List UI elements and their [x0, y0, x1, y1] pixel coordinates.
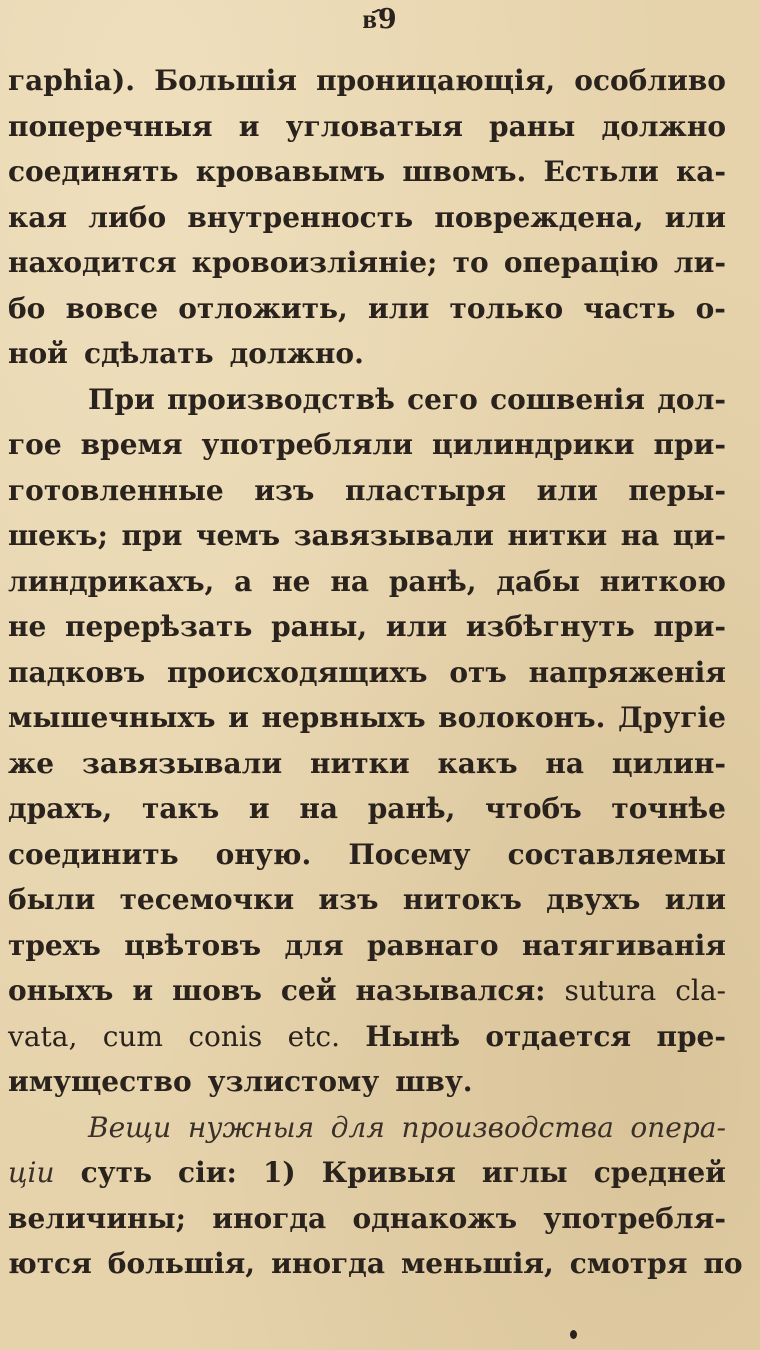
text-line: находится кровоизлiянiе; то операцiю ли-	[8, 246, 726, 279]
text-line: бо вовсе отложить, или только часть о-	[8, 291, 726, 325]
paragraph	[8, 1105, 743, 1287]
text-line: ются большія, иногда меньшія, смотря по	[8, 1247, 743, 1280]
page-number: в҄9	[362, 4, 398, 35]
text-body	[8, 58, 743, 1287]
text-line: не перерѣзать раны, или избѣгнуть при-	[8, 610, 726, 643]
text-line: же завязывали нитки какъ на цилин-	[8, 746, 726, 780]
text-line: Вещи нужныя для производства опера-	[88, 1110, 726, 1144]
paragraph	[8, 58, 726, 377]
text-line: соединять кровавымъ швомъ. Естьли ка-	[8, 155, 726, 188]
text-line: ной сдѣлать должно.	[8, 337, 364, 370]
text-line: трехъ цвѣтовъ для равнаго натягиванія	[8, 928, 726, 962]
text-line: цiи суть сiи: 1) Кривыя иглы средней	[8, 1156, 726, 1189]
text-line: падковъ происходящихъ отъ напряженія	[8, 655, 726, 689]
text-line: готовленные изъ пластыря или перы-	[8, 473, 726, 507]
text-line: гарhia). Большія проницающія, особливо	[8, 64, 726, 97]
text-line: соединить оную. Посему составляемы	[8, 837, 726, 871]
text-line: шекъ; при чемъ завязывали нитки на ци-	[8, 519, 726, 552]
text-line: кая либо внутренность повреждена, или	[8, 200, 726, 234]
text-line: оныхъ и шовъ сей назывался: sutura cla-	[8, 974, 726, 1007]
text-line: величины; иногда однакожъ употребля-	[8, 1201, 726, 1235]
text-line: мышечныхъ и нервныхъ волоконъ. Другіе	[8, 701, 726, 734]
text-line: При производствѣ сего сошвенія дол-	[88, 382, 726, 416]
text-line: были тесемочки изъ нитокъ двухъ или	[8, 883, 726, 916]
text-line: vata, cum conis etc. Нынѣ отдается пре-	[8, 1019, 726, 1053]
text-line: гое время употребляли цилиндрики при-	[8, 428, 726, 461]
ink-mark	[570, 1330, 577, 1339]
text-line: имущество узлистому шву.	[8, 1065, 473, 1098]
text-line: линдрикахъ, а не на ранѣ, дабы ниткою	[8, 564, 726, 598]
paragraph	[8, 377, 726, 1105]
text-line: драхъ, такъ и на ранѣ, чтобъ точнѣе	[8, 792, 726, 825]
text-line: поперечныя и угловатыя раны должно	[8, 109, 726, 143]
